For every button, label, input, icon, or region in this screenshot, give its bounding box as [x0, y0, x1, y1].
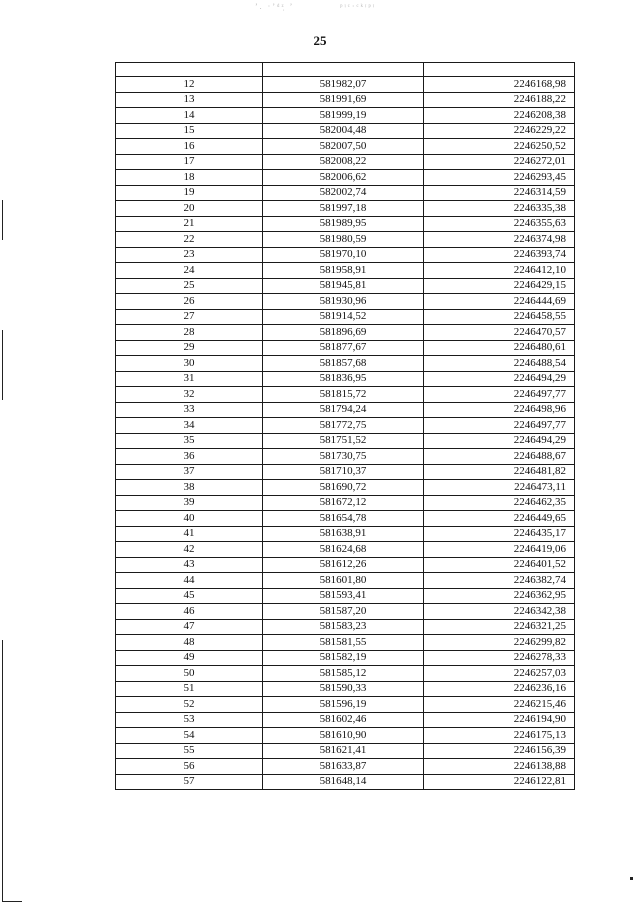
- x-coordinate-cell: 582007,50: [263, 139, 424, 155]
- x-coordinate-cell: 581896,69: [263, 325, 424, 341]
- y-coordinate-cell: 2246250,52: [424, 139, 575, 155]
- y-coordinate-cell: 2246335,38: [424, 201, 575, 217]
- point-number-cell: 20: [116, 201, 263, 217]
- scan-header-mark-left: ʼ. ·ʼᵈᶻ̣ ʼ: [255, 2, 295, 11]
- table-row: [116, 712, 575, 728]
- x-coordinate-cell: 581596,19: [263, 697, 424, 713]
- scan-edge-mark: [2, 200, 3, 240]
- point-number-cell: 40: [116, 511, 263, 527]
- y-coordinate-cell: 2246355,63: [424, 216, 575, 232]
- table-row: [116, 77, 575, 93]
- point-number-cell: 22: [116, 232, 263, 248]
- coordinates-table-body: [116, 63, 575, 790]
- table-row: [116, 480, 575, 496]
- table-row: [116, 340, 575, 356]
- point-number-cell: 24: [116, 263, 263, 279]
- point-number-cell: 34: [116, 418, 263, 434]
- table-row: [116, 743, 575, 759]
- table-row: [116, 232, 575, 248]
- table-row: [116, 123, 575, 139]
- table-row: [116, 294, 575, 310]
- table-row: [116, 666, 575, 682]
- table-row: [116, 650, 575, 666]
- x-coordinate-cell: 581980,59: [263, 232, 424, 248]
- table-row: [116, 418, 575, 434]
- table-row: [116, 542, 575, 558]
- y-coordinate-cell: 2246458,55: [424, 309, 575, 325]
- point-number-cell: 30: [116, 356, 263, 372]
- table-row: [116, 108, 575, 124]
- table-row: [116, 154, 575, 170]
- point-number-cell: 56: [116, 759, 263, 775]
- x-coordinate-cell: 581581,55: [263, 635, 424, 651]
- table-header-cell: [263, 63, 424, 77]
- table-header-row: [116, 63, 575, 77]
- y-coordinate-cell: 2246393,74: [424, 247, 575, 263]
- y-coordinate-cell: 2246299,82: [424, 635, 575, 651]
- x-coordinate-cell: 582006,62: [263, 170, 424, 186]
- point-number-cell: 29: [116, 340, 263, 356]
- y-coordinate-cell: 2246412,10: [424, 263, 575, 279]
- point-number-cell: 45: [116, 588, 263, 604]
- point-number-cell: 15: [116, 123, 263, 139]
- x-coordinate-cell: 581585,12: [263, 666, 424, 682]
- point-number-cell: 12: [116, 77, 263, 93]
- y-coordinate-cell: 2246494,29: [424, 433, 575, 449]
- point-number-cell: 36: [116, 449, 263, 465]
- table-row: [116, 247, 575, 263]
- y-coordinate-cell: 2246429,15: [424, 278, 575, 294]
- y-coordinate-cell: 2246374,98: [424, 232, 575, 248]
- x-coordinate-cell: 581590,33: [263, 681, 424, 697]
- x-coordinate-cell: 581989,95: [263, 216, 424, 232]
- y-coordinate-cell: 2246156,39: [424, 743, 575, 759]
- table-row: [116, 170, 575, 186]
- y-coordinate-cell: 2246175,13: [424, 728, 575, 744]
- y-coordinate-cell: 2246293,45: [424, 170, 575, 186]
- x-coordinate-cell: 581914,52: [263, 309, 424, 325]
- x-coordinate-cell: 581945,81: [263, 278, 424, 294]
- y-coordinate-cell: 2246473,11: [424, 480, 575, 496]
- table-row: [116, 92, 575, 108]
- table-row: [116, 464, 575, 480]
- x-coordinate-cell: 581638,91: [263, 526, 424, 542]
- table-row: [116, 433, 575, 449]
- y-coordinate-cell: 2246497,77: [424, 387, 575, 403]
- y-coordinate-cell: 2246215,46: [424, 697, 575, 713]
- y-coordinate-cell: 2246480,61: [424, 340, 575, 356]
- scan-edge-mark: [2, 640, 3, 902]
- point-number-cell: 42: [116, 542, 263, 558]
- y-coordinate-cell: 2246488,67: [424, 449, 575, 465]
- table-row: [116, 387, 575, 403]
- coordinates-table: [115, 62, 575, 790]
- x-coordinate-cell: 581602,46: [263, 712, 424, 728]
- y-coordinate-cell: 2246236,16: [424, 681, 575, 697]
- point-number-cell: 28: [116, 325, 263, 341]
- table-row: [116, 495, 575, 511]
- point-number-cell: 52: [116, 697, 263, 713]
- table-row: [116, 325, 575, 341]
- table-row: [116, 728, 575, 744]
- point-number-cell: 19: [116, 185, 263, 201]
- point-number-cell: 27: [116, 309, 263, 325]
- x-coordinate-cell: 581999,19: [263, 108, 424, 124]
- point-number-cell: 38: [116, 480, 263, 496]
- point-number-cell: 39: [116, 495, 263, 511]
- y-coordinate-cell: 2246188,22: [424, 92, 575, 108]
- y-coordinate-cell: 2246168,98: [424, 77, 575, 93]
- table-row: [116, 356, 575, 372]
- x-coordinate-cell: 581621,41: [263, 743, 424, 759]
- x-coordinate-cell: 582004,48: [263, 123, 424, 139]
- y-coordinate-cell: 2246401,52: [424, 557, 575, 573]
- point-number-cell: 23: [116, 247, 263, 263]
- x-coordinate-cell: 581730,75: [263, 449, 424, 465]
- y-coordinate-cell: 2246419,06: [424, 542, 575, 558]
- x-coordinate-cell: 581610,90: [263, 728, 424, 744]
- point-number-cell: 17: [116, 154, 263, 170]
- x-coordinate-cell: 581601,80: [263, 573, 424, 589]
- table-row: [116, 449, 575, 465]
- point-number-cell: 55: [116, 743, 263, 759]
- point-number-cell: 51: [116, 681, 263, 697]
- scan-edge-mark: [2, 330, 3, 400]
- y-coordinate-cell: 2246138,88: [424, 759, 575, 775]
- table-row: [116, 681, 575, 697]
- point-number-cell: 53: [116, 712, 263, 728]
- point-number-cell: 14: [116, 108, 263, 124]
- y-coordinate-cell: 2246462,35: [424, 495, 575, 511]
- y-coordinate-cell: 2246481,82: [424, 464, 575, 480]
- table-row: [116, 309, 575, 325]
- table-row: [116, 278, 575, 294]
- y-coordinate-cell: 2246342,38: [424, 604, 575, 620]
- y-coordinate-cell: 2246498,96: [424, 402, 575, 418]
- y-coordinate-cell: 2246272,01: [424, 154, 575, 170]
- x-coordinate-cell: 581672,12: [263, 495, 424, 511]
- y-coordinate-cell: 2246122,81: [424, 774, 575, 790]
- point-number-cell: 31: [116, 371, 263, 387]
- x-coordinate-cell: 581690,72: [263, 480, 424, 496]
- y-coordinate-cell: 2246278,33: [424, 650, 575, 666]
- table-row: [116, 604, 575, 620]
- point-number-cell: 44: [116, 573, 263, 589]
- table-row: [116, 526, 575, 542]
- point-number-cell: 49: [116, 650, 263, 666]
- x-coordinate-cell: 581583,23: [263, 619, 424, 635]
- x-coordinate-cell: 581710,37: [263, 464, 424, 480]
- table-row: [116, 573, 575, 589]
- point-number-cell: 41: [116, 526, 263, 542]
- y-coordinate-cell: 2246257,03: [424, 666, 575, 682]
- scan-header-mark-right: ᵖᵎᶜ·ᶜᵏᵎᵖᵎ: [340, 2, 377, 11]
- x-coordinate-cell: 581772,75: [263, 418, 424, 434]
- point-number-cell: 57: [116, 774, 263, 790]
- x-coordinate-cell: 581582,19: [263, 650, 424, 666]
- y-coordinate-cell: 2246444,69: [424, 294, 575, 310]
- y-coordinate-cell: 2246497,77: [424, 418, 575, 434]
- y-coordinate-cell: 2246382,74: [424, 573, 575, 589]
- table-row: [116, 402, 575, 418]
- point-number-cell: 21: [116, 216, 263, 232]
- x-coordinate-cell: 581877,67: [263, 340, 424, 356]
- x-coordinate-cell: 581836,95: [263, 371, 424, 387]
- x-coordinate-cell: 581970,10: [263, 247, 424, 263]
- point-number-cell: 43: [116, 557, 263, 573]
- point-number-cell: 25: [116, 278, 263, 294]
- table-row: [116, 588, 575, 604]
- y-coordinate-cell: 2246449,65: [424, 511, 575, 527]
- x-coordinate-cell: 581794,24: [263, 402, 424, 418]
- table-row: [116, 139, 575, 155]
- point-number-cell: 16: [116, 139, 263, 155]
- point-number-cell: 47: [116, 619, 263, 635]
- x-coordinate-cell: 581593,41: [263, 588, 424, 604]
- point-number-cell: 54: [116, 728, 263, 744]
- x-coordinate-cell: 581633,87: [263, 759, 424, 775]
- point-number-cell: 50: [116, 666, 263, 682]
- x-coordinate-cell: 581857,68: [263, 356, 424, 372]
- x-coordinate-cell: 581991,69: [263, 92, 424, 108]
- point-number-cell: 18: [116, 170, 263, 186]
- table-row: [116, 557, 575, 573]
- y-coordinate-cell: 2246362,95: [424, 588, 575, 604]
- y-coordinate-cell: 2246321,25: [424, 619, 575, 635]
- x-coordinate-cell: 581654,78: [263, 511, 424, 527]
- table-row: [116, 774, 575, 790]
- point-number-cell: 37: [116, 464, 263, 480]
- x-coordinate-cell: 582002,74: [263, 185, 424, 201]
- x-coordinate-cell: 581997,18: [263, 201, 424, 217]
- scan-dot-mark: [630, 877, 633, 880]
- x-coordinate-cell: 581982,07: [263, 77, 424, 93]
- table-header-cell: [424, 63, 575, 77]
- table-row: [116, 635, 575, 651]
- point-number-cell: 46: [116, 604, 263, 620]
- x-coordinate-cell: 581587,20: [263, 604, 424, 620]
- y-coordinate-cell: 2246208,38: [424, 108, 575, 124]
- point-number-cell: 32: [116, 387, 263, 403]
- y-coordinate-cell: 2246470,57: [424, 325, 575, 341]
- y-coordinate-cell: 2246488,54: [424, 356, 575, 372]
- table-row: [116, 201, 575, 217]
- x-coordinate-cell: 581751,52: [263, 433, 424, 449]
- y-coordinate-cell: 2246194,90: [424, 712, 575, 728]
- y-coordinate-cell: 2246435,17: [424, 526, 575, 542]
- table-row: [116, 263, 575, 279]
- table-header-cell: [116, 63, 263, 77]
- table-row: [116, 697, 575, 713]
- point-number-cell: 33: [116, 402, 263, 418]
- x-coordinate-cell: 582008,22: [263, 154, 424, 170]
- x-coordinate-cell: 581958,91: [263, 263, 424, 279]
- y-coordinate-cell: 2246494,29: [424, 371, 575, 387]
- x-coordinate-cell: 581815,72: [263, 387, 424, 403]
- x-coordinate-cell: 581624,68: [263, 542, 424, 558]
- page-number: 25: [313, 33, 327, 48]
- table-row: [116, 511, 575, 527]
- table-row: [116, 371, 575, 387]
- point-number-cell: 26: [116, 294, 263, 310]
- x-coordinate-cell: 581648,14: [263, 774, 424, 790]
- point-number-cell: 35: [116, 433, 263, 449]
- y-coordinate-cell: 2246229,22: [424, 123, 575, 139]
- point-number-cell: 13: [116, 92, 263, 108]
- point-number-cell: 48: [116, 635, 263, 651]
- y-coordinate-cell: 2246314,59: [424, 185, 575, 201]
- table-row: [116, 185, 575, 201]
- table-row: [116, 216, 575, 232]
- scan-edge-mark: [2, 901, 22, 902]
- table-row: [116, 619, 575, 635]
- table-row: [116, 759, 575, 775]
- x-coordinate-cell: 581612,26: [263, 557, 424, 573]
- x-coordinate-cell: 581930,96: [263, 294, 424, 310]
